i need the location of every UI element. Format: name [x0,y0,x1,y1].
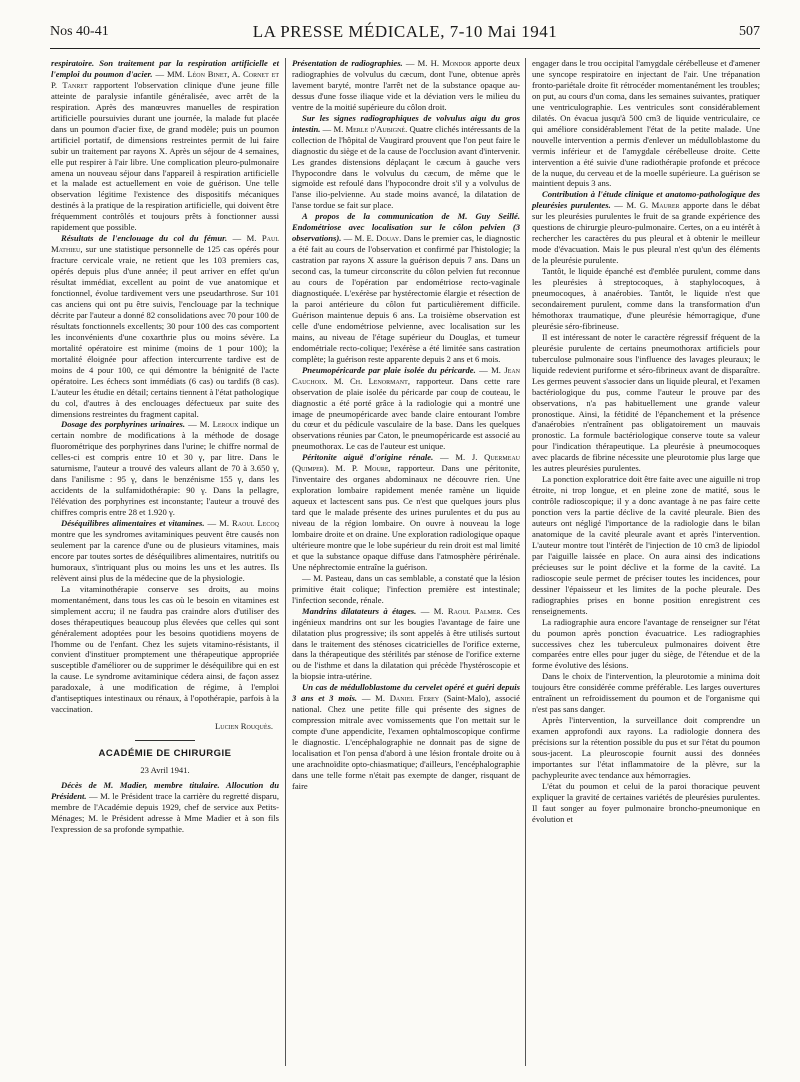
article-authors: — M. Daniel Ferey [361,693,440,704]
article-title: respiratoire. Son traitement par la respiration artificielle et l'emploi du poumon d'acier. [51,58,279,79]
column-1 [51,58,279,835]
column-3 [532,58,760,825]
article [292,113,520,212]
article-body: Après l'intervention, la surveillance doit comprendre un examen approfondi aux rayons. La radiologie donnera des précisions sur la rétention possible du pus et sur l'état du poumon sous-jacent. La pleuroscopie fournit aussi des données importantes sur l'état inflammatoire de la plèvre, sur la pachypleurite avec tendance aux hémorragies. [532,715,760,780]
article-authors: — M. Merle d'Aubigné. [322,123,408,134]
column-rule [285,58,286,1066]
article-authors: — M. H. Mondor [405,58,472,68]
article-authors: — M. G. Maurer [614,200,680,211]
article-body: , sur une statistique personnelle de 125 cas opérés pour fracture cervicale vraie, ne retient que les 103 premiers cas, opérés depuis plus d'une année; il peut arriver en effet qu'un résultat immédiat, excellent au point de vue anatomique et fonctionnel, évolue tardivement vers une pseudarthrose. Sur 101 cas anciens qui ont pu être suivis, l'enclouage par la technique décrite par l'auteur a donné 82 consolidations avec 70 pour 100 de résultats fonctionnels excellents; 30 pour 100 des cas comportent les inconvénients d'une coxarthrie plus ou moins sévère. La mortalité opératoire est minime (moins de 1 pour 100); la mortalité éloignée pour affection intercurrente tardive est de moins de 4 pour 100, ce qui démontre la bénignité de l'acte opératoire. Les échecs sont immédiats (6 cas) ou tardifs (8 cas). L'auteur les étudie en détail; certains tiennent à l'état pathologique du col, d'autres à des enclouages défectueux par suite des dimensions restreintes du fragment capital. [51,244,279,419]
article-body: montre que les syndromes avitaminiques peuvent être causés non seulement par la carence d'une ou de plusieurs vitamines, mais encore par toutes sortes de déséquilibres alimentaires, nutritifs ou humoraux, s'intriquant plus ou moins les uns et les autres. Ils relèvent ainsi plus de la médecine que de la physiologie. [51,528,279,583]
article-title: Mandrins dilatateurs à étages. [302,605,417,616]
article [51,780,279,835]
article-title: Dosage des porphyrines urinaires. [61,419,186,430]
article-authors: M. Leroux [199,419,239,430]
page-header [50,22,760,44]
article-body: La ponction exploratrice doit être faite avec une aiguille ni trop étroite, ni trop longue, et en pleine zone de matité, sous le contrôle radioscopique; il y a donc avantage à ne pas faire cette ponction vers la partie déclive de la cavité pleurale. Bien des auteurs ont négligé l'importance de la radiologie dans le bilan anatomique de la cavité pleurale avant et après l'intervention. L'auteur montre tout l'intérêt de l'injection de 10 cm3 de lipiodol par l'aiguille laissée en place. On aura ainsi des indications précieuses sur le point déclive et la forme de la cavité. La radioscopie seule permet de préciser toutes les incidences, pour dessiner l'épaisseur et les limites de la poche pleurale. Des radiographies prises en bonne position enregistrent ces renseignements. [532,474,760,616]
article-title: Présentation de radiographies. [292,58,403,68]
article [292,452,520,572]
article-body: Tantôt, le liquide épanché est d'emblée purulent, comme dans les pleurésies à streptocoques, à staphylocoques, à pneumocoques, à anaérobies. Tantôt, le liquide n'est que secondairement purulent, comme dans la transformation d'un hémothorax traumatique, d'une pleurésie hémorragique, d'une pleurésie séro-fibrineuse. [532,266,760,331]
article-body: L'état du poumon et celui de la paroi thoracique peuvent expliquer la gravité de certaines variétés de pleurésies purulentes. Il faut songer au foyer pulmonaire broncho-pneumonique en évolution et [532,780,760,824]
article-body: , rapporteur. Dans cette rare observation de plaie isolée du péricarde par coup de couteau, le diagnostic a été porté grâce à la radiologie qui a montré une image de pneumopéricarde avec bande claire entourant l'ombre du cœur et du pédicule vasculaire de la base. Dans les quelques observations réunies par Caton, le pneumopéricarde est associé au pneumothorax. Le cas de l'auteur est unique. [292,375,520,452]
issue-number: Nos 40-41 [50,24,109,39]
article [292,365,520,453]
signature: Lucien Rouquès. [215,721,273,732]
article [292,211,520,364]
article-body: Quatre clichés intéressants de la collection de l'hôpital de Vaugirard prouvent que l'on peut faire le diagnostic du siège et de la cause de l'occlusion avant d'intervenir. Les grandes distensions déplaçant le cæcum à gauche vers l'hypocondre dans le volvulus du cæcum, de même que le sigmoïde est refoulé dans l'hypocondre droit s'il y a volvulus de l'anse ilio-pelvienne. Au stade moins avancé, la dilatation de l'anse tordue se fait sur place. [292,123,521,211]
article-title: Péritonite aiguë d'origine rénale. [302,452,434,463]
article-title: Contribution à l'étude clinique et anatomo-pathologique des pleurésies purulentes. [532,189,760,211]
column-2 [292,58,520,792]
article-title: Déséquilibres alimentaires et vitamines. [61,518,205,529]
article [532,189,760,266]
article-body: (Saint-Malo), associé national. Chez une petite fille qui présente des signes de compression mitrale avec vomissements que l'on mettait sur le compte d'une appendicite, l'examen ophtalmoscopique confirme le diagnostic. L'encéphalographie ne donnait pas de signe de localisation et l'on pensa d'abord à une lésion frontale droite ou à une arachnoïdite opto-chiasmatique; d'ailleurs, l'encéphalographie dans une telle forme n'était pas exempte de danger, risquant de faire [292,693,520,791]
article-title: Résultats de l'enclouage du col du fémur. [61,233,228,244]
article: Résultats de l'enclouage du col du fémur. — M. Paul Mathieu, sur une statistique personnelle de 125 cas opérés pour fracture cervicale vraie, ne retient que les 103 premiers cas, opérés depuis plus d'une année; il peut arriver en effet qu'un résultat immédiat, excellent au point de vue anatomique et fonctionnel, évolue tardivement vers une pseudarthrose. Sur 101 cas anciens qui ont pu être suivis, l'enclouage par la technique décrite par l'auteur a donné 82 consolidations avec 70 pour 100 de résultats fonctionnels excellents; 30 pour 100 des cas comportent les inconvénients d'une coxarthrie plus ou moins sévère. La mortalité opératoire est minime (moins de 1 pour 100); la mortalité éloignée pour affection intercurrente tardive est de moins de 4 pour 100, ce qui démontre la bénignité de l'acte opératoire. Les échecs sont immédiats (6 cas) ou tardifs (8 cas). L'auteur les étudie en détail; certains tiennent à l'état pathologique du col, d'autres à des enclouages défectueux par suite des dimensions restreintes du fragment capital. [51,233,280,419]
article-authors: M. Raoul Lecoq [219,518,280,529]
column-rule [525,58,526,1066]
article-body: La radiographie aura encore l'avantage de renseigner sur l'état du poumon après ponction évacuatrice. Les radiographies successives chez les tuberculeux pulmonaires doivent être comparées entre elles pour juger du siège, de l'étendue et de la forme évolutive des lésions. [532,616,760,671]
session-date: 23 Avril 1941. [140,765,190,776]
article-authors: M. Paul Mathieu [51,233,280,255]
article: respiratoire. Son traitement par la respiration artificielle et l'emploi du poumon d'acier. — MM. Léon Binet, A. Cornet et P. Tanret rapportent l'observation clinique d'une jeune fille atteinte de paralysie infantile généralisée, avec arrêt de la respiration. Après des manœuvres manuelles de respiration artificielle poursuivies durant une journée, la malade fut placée dans un poumon d'acier fixe, de grand modèle; puis un poumon artificiel portatif, de dimensions restreintes permit de lui faire subir un traitement par rayons X. Après un séjour de 4 semaines, elle put respirer à l'air libre. Une complication pleuro-pulmonaire amena un nouveau séjour dans l'appareil à respiration artificielle et la malade est actuellement en voie de guérison. Une telle observation légitime l'existence des dispositifs mécaniques destinés à la pratique de la respiration artificielle, qui doivent être fréquemment contrôlés et toujours prêts à fonctionner aussi rapidement que possible. [51,58,279,233]
article-body: — M. le Président trace la carrière du regretté disparu, membre de l'Académie depuis 1929, chef de service aux Petits-Ménages; M. le Président adresse à Mme Madier et à son fils l'expression de sa profonde sympathie. [51,791,279,834]
article-body: Ces ingénieux mandrins ont sur les bougies l'avantage de faire une dilatation plus progressive; ils sont appelés à être utilisés surtout dans le traitement des sténoses cicatricielles de l'orifice externe, dans la thérapeutique des stérilités par sténose de l'orifice externe ou de l'isthme et dans la dilatation qui précède l'hystéroscopie et la biopsie intra-utérine. [292,605,520,682]
article [292,58,520,113]
article-title: Pneumopéricarde par plaie isolée du péricarde. [302,364,476,375]
journal-title: LA PRESSE MÉDICALE, 7-10 Mai 1941 [252,22,558,41]
article-body: Dans le premier cas, le diagnostic a été fait au cours de l'observation et confirmé par l'histologie; la castration par rayons X assure la guérison depuis 7 ans. Dans un second cas, la tumeur circonscrite du côlon pelvien fut reconnue au cours de l'opération par endométriose recto-vaginale diagnostiquée. L'exérèse par hystérectomie élargie et résection de la paroi antérieure du côlon fut particulièrement difficile. Guérison maintenue depuis 6 ans. La troisième observation est celle d'une endométriose pelvienne, avec localisation sur les mains, au niveau de l'étage supérieur du Douglas, et tumeur endométriale recto-colique; l'exérèse a été limitée sans castration complète; la guérison reste apparente depuis 2 ans et 6 mois. [292,233,520,364]
article-title: Un cas de médulloblastome du cervelet opéré et guéri depuis 3 ans et 3 mois. [292,682,520,704]
article-body: apporte deux radiographies de volvulus du cæcum, dont l'une, obtenue après lavement baryté, montre l'arrêt net de la substance opaque au-dessus d'une fosse iliaque vide et la déviation vers le milieu du ventre de la moitié supérieure du côlon droit. [292,58,520,112]
article-authors: — M. E. Douay. [343,233,402,244]
header-rule [50,48,760,49]
article-authors: — M. J. Quermeau (Quimper). M. P. Moure [292,452,520,474]
article-body: Il est intéressant de noter le caractère régressif fréquent de la pleurésie purulente de certains pneumothorax artificiels pour tuberculose pulmonaire sous l'influence des lavages pleuraux; le liquide redevient puriforme et séro-fibrineux avant de disparaître. Les germes peuvent s'associer dans un liquide pleural, et l'examen bactériologique du pus, comme l'auteur le prouve par des observations, n'a pas habituellement une grande valeur pronostique. Ainsi, la fétidité de l'épanchement et la présence d'anaérobies n'entraînent pas obligatoirement un mauvais pronostic. La formule bactériologique conserve toute sa valeur pour l'indication thérapeutique. La pleurésie à pneumocoques avec placards de fibrine nécessite une pleurotomie plus large que les autres pleurésies purulentes. [532,331,760,474]
article-body: Dans le choix de l'intervention, la pleurotomie a minima doit toujours être considérée comme préférable. Les larges ouvertures entraînent un refroidissement du poumon et de l'organisme qui n'est pas sans danger. [532,671,760,715]
article-title: Sur les signes radiographiques de volvulus aigu du gros intestin. [292,112,520,134]
article-body: , rapporteur. Dans une péritonite, l'inventaire des organes abdominaux ne découvre rien. Une exploration lombaire rapidement menée ramène un liquide aqueux et lactescent sans pus. Ce n'est que quelques jours plus tard que le malade présente des urines purulentes et du pus au niveau de la région lombaire. On ouvre à nouveau la loge lombaire droite et on draine. Une exploration radiologique opaque ultérieure montre que le lobe supérieur du rein droit est mal limité et que la substance opaque diffuse dans l'atmosphère périrénale. Une néphrectomie entraîne la guérison. [292,463,521,572]
article-authors: — M. Jean Cauchoix. M. Ch. Lenormant [292,364,520,386]
article: Déséquilibres alimentaires et vitamines. — M. Raoul Lecoq montre que les syndromes avitaminiques peuvent être causés non seulement par la carence d'une ou de plusieurs vitamines, mais encore par toutes sortes de déséquilibres alimentaires, nutritifs ou humoraux, s'intriquant plus ou moins les uns et les autres. Ils relèvent ainsi plus de la médecine que de la physiologie. [51,518,280,583]
article-authors: MM. Léon Binet, A. Cornet et P. Tanret [51,68,279,90]
page-number: 507 [739,24,760,39]
separator [135,740,195,741]
article-title: A propos de la communication de M. Guy Seillé. Endométriose avec localisation sur le côlon pelvien (3 observations). [292,211,520,244]
article-body: La vitaminothérapie conserve ses droits, au moins momentanément, dans tous les cas où le besoin en vitamines est simplement accru; il ne faudra pas craindre alors d'utiliser des doses thérapeutiques beaucoup plus élevées que celles qui sont généralement adoptées pour les besoins quotidiens moyens de l'homme ou de l'enfant. Chez les sujets vitamino-résistants, il convient d'instituer promptement une thérapeutique appropriée susceptible d'améliorer ou de supprimer le déséquilibre qui en est la cause. Le syndrome avitaminique cédera ainsi, de façon assez paradoxale, à une modification de régime, à l'emploi d'antiseptiques intestinaux ou rénaux, à l'opothérapie, parfois à la vaccination. [51,583,279,715]
article: Dosage des porphyrines urinaires. — M. Leroux indique un certain nombre de modifications à la méthode de dosage fluorométrique des porphyrines dans l'urine; le chiffre normal de celles-ci est compris entre 10 et 30 γ, par litre. Dans le saturnisme, l'auteur a trouvé des valeurs allant de 70 à 3.650 γ, dans l'anilisme : 95 γ, dans le benzénisme 155 γ, dans les accidents de la sulfamidothérapie: 90 γ. Dans la pellagre, l'élévation des porphyrines est inconstante; l'auteur a trouvé des chiffres compris entre 28 et 1.920 γ. [51,419,279,518]
article [292,682,520,792]
article-authors: — M. Raoul Palmer. [420,605,503,616]
article [292,606,520,683]
article-body: rapportent l'observation clinique d'une jeune fille atteinte de paralysie infantile généralisée, avec arrêt de la respiration. Après des manœuvres manuelles de respiration artificielle poursuivies durant une journée, la malade fut placée dans un poumon d'acier fixe, de grand modèle; puis un poumon artificiel portatif, de dimensions restreintes permit de lui faire subir un traitement par rayons X. Après un séjour de 4 semaines, elle put respirer à l'air libre. Une complication pleuro-pulmonaire amena un nouveau séjour dans l'appareil à respiration artificielle et la malade est actuellement en voie de guérison. Une telle observation légitime l'existence des dispositifs mécaniques destinés à la pratique de la respiration artificielle, qui doivent être fréquemment contrôlés et toujours prêts à fonctionner aussi rapidement que possible. [51,79,279,233]
article-body: — M. Pasteau, dans un cas semblable, a constaté que la lésion primitive était colique; l'infection première est intestinale; l'infection seconde, rénale. [292,572,520,605]
article-body: engager dans le trou occipital l'amygdale cérébelleuse et d'amener une syncope respiratoire en injectant de l'air. Une trépanation fronto-pariétale droite fit rétrocéder momentanément les troubles; on put, au cours d'un coma, dans les semaines suivantes, pratiquer une ventriculographie. Les ventricules sont considérablement dilatés. On évacua jusqu'à 500 cm3 de liquide ventriculaire, ce qui améliore considérablement l'état de la petite malade. Une nouvelle intervention a permis d'enlever un médulloblastome du vermis inférieur et de l'amygdale cérébelleuse droite. Cette intervention a été suivie d'une radiothérapie profonde et précoce de la nuque, du cerveau et de la moelle supérieure. La guérison se maintient depuis 3 ans. [532,58,760,189]
article-title: Décès de M. Madier, membre titulaire. Allocution du Président. [51,780,279,801]
section-heading: ACADÉMIE DE CHIRURGIE [98,748,232,760]
article-body: indique un certain nombre de modifications à la méthode de dosage fluorométrique des porphyrines dans l'urine; le chiffre normal de celles-ci est compris entre 10 et 30 γ, par litre. Dans le saturnisme, l'auteur a trouvé des valeurs allant de 70 à 3.650 γ, dans l'anilisme : 95 γ, dans le benzénisme 155 γ, dans les accidents de la sulfamidothérapie: 90 γ. Dans la pellagre, l'élévation des porphyrines est inconstante; l'auteur a trouvé des chiffres compris entre 28 et 1.920 γ. [51,419,279,518]
article-body: apporte dans le débat sur les pleurésies purulentes le fruit de sa grande expérience des questions de chirurgie pleuro-pulmonaire. Certes, on a eu intérêt à rechercher les caractères du pus pleural et à obtenir le meilleur mode d'évacuation. Mais le pus pleural n'est qu'un des éléments de la pleurésie purulente. [532,200,760,266]
